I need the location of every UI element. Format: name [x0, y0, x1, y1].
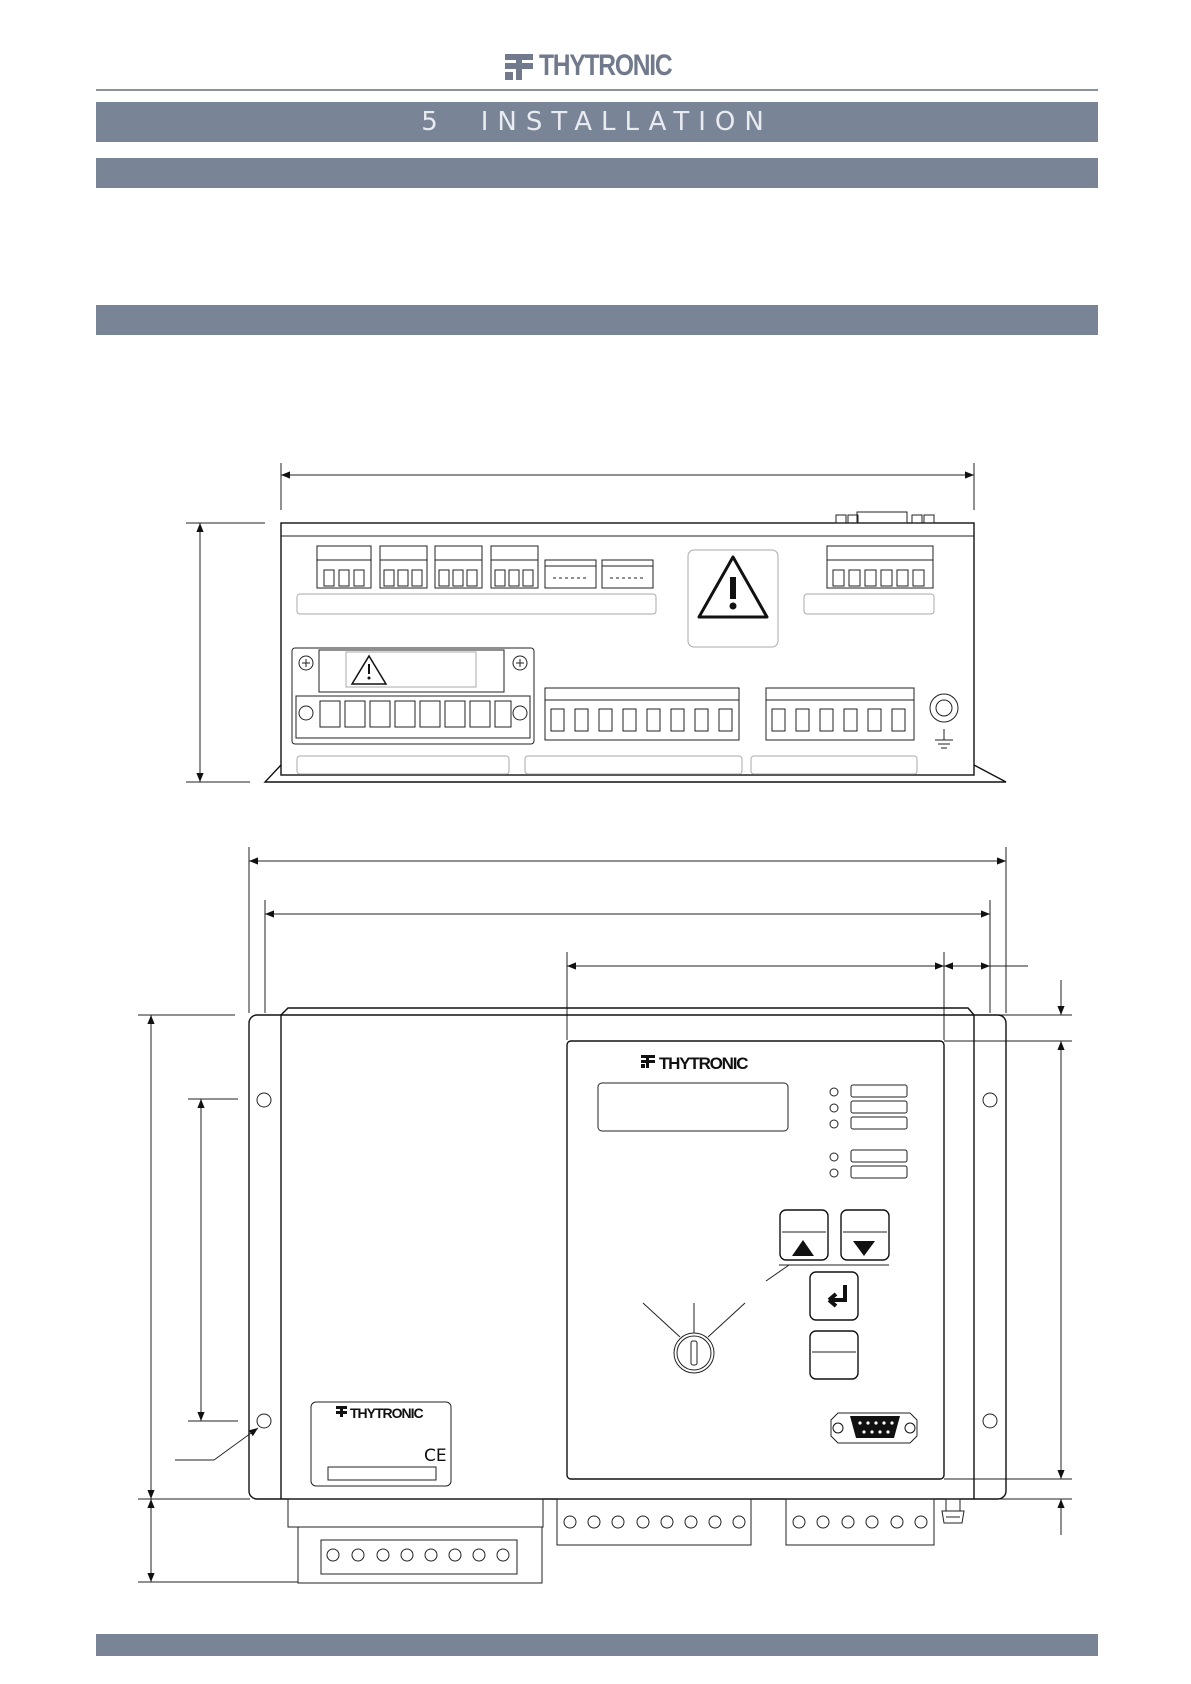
front-panel-logo: [641, 1055, 655, 1068]
terminal-blocks-upper: [317, 546, 933, 588]
top-view-body: [281, 523, 974, 775]
bottom-terminal-left: [288, 1499, 543, 1583]
section-title: INSTALLATION: [480, 107, 773, 137]
front-view-drawing: [138, 847, 1072, 1583]
ground-icon: [930, 694, 958, 748]
terminal-block-6pole: [766, 688, 914, 740]
bottom-terminal-middle: [557, 1499, 751, 1545]
mounting-hole: [983, 1093, 997, 1107]
up-arrow-icon: [792, 1240, 814, 1256]
key-switch-icon: [643, 1303, 745, 1373]
nameplate-brand: THYTRONIC: [350, 1405, 423, 1421]
nameplate: [311, 1402, 451, 1486]
section-number: 5: [421, 107, 447, 137]
enter-key[interactable]: [810, 1272, 858, 1320]
db9-connector-icon: [831, 1413, 917, 1443]
mounting-hole: [257, 1414, 271, 1428]
bottom-terminal-right: [786, 1499, 934, 1545]
bottom-ground-stud: [942, 1499, 964, 1523]
led-indicators: [830, 1085, 907, 1178]
mounting-hole: [983, 1414, 997, 1428]
down-key[interactable]: [841, 1210, 889, 1260]
function-key[interactable]: [810, 1331, 858, 1379]
ct-terminal-block: [292, 648, 534, 744]
mounting-hole: [257, 1093, 271, 1107]
brand-name: THYTRONIC: [539, 49, 672, 82]
enter-icon: [829, 1285, 845, 1306]
top-view-drawing: [186, 463, 1006, 782]
ce-mark: CE: [424, 1446, 447, 1466]
terminal-block-8pole: [545, 688, 739, 740]
lcd-display: [598, 1083, 788, 1131]
warning-icon: [699, 557, 767, 617]
up-key[interactable]: [780, 1210, 828, 1260]
down-arrow-icon: [853, 1241, 875, 1256]
front-panel-brand: THYTRONIC: [659, 1054, 748, 1073]
